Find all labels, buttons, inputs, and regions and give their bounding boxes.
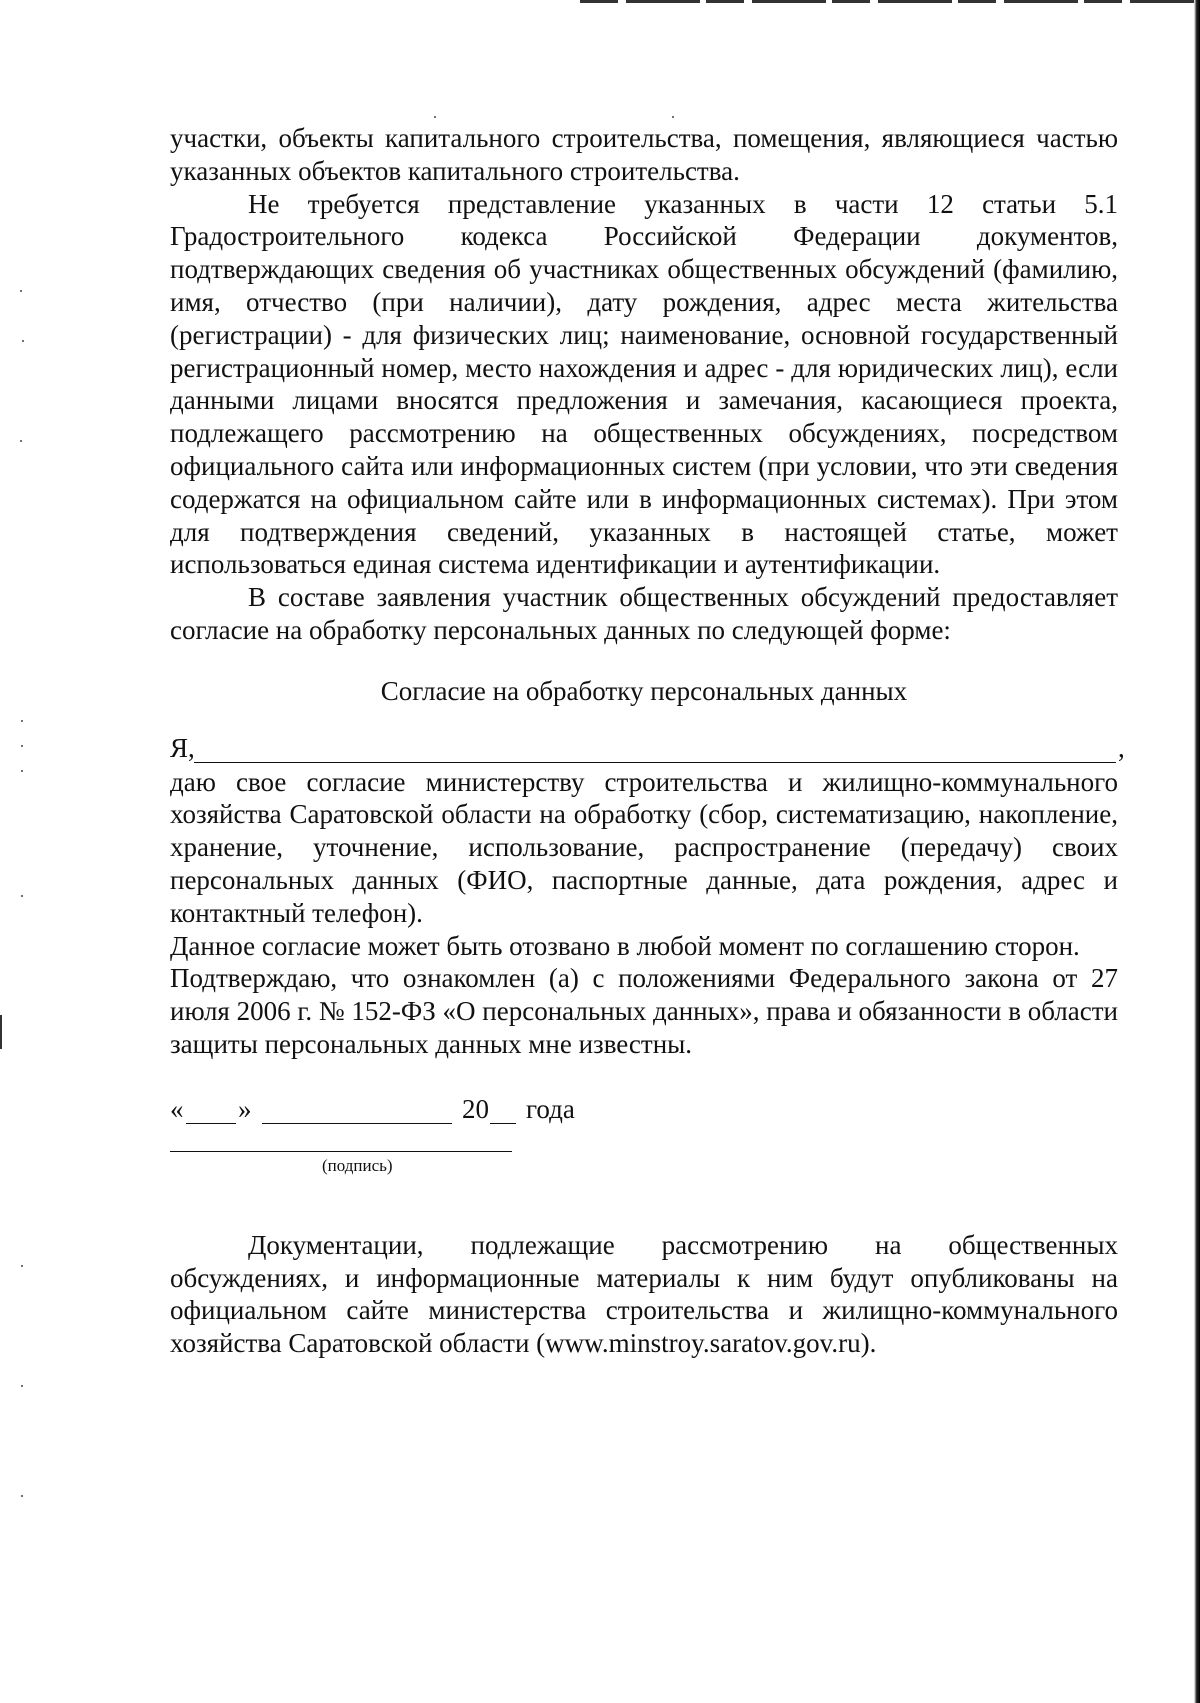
scan-speck [672, 116, 674, 118]
year-prefix: 20 [462, 1093, 489, 1124]
paragraph: В составе заявления участник общественных обсуждений предоставляет согласие на обработку персональных данных по следующей форме: [170, 582, 1118, 645]
date-fill-line [170, 1093, 1118, 1127]
consent-paragraph: Данное согласие может быть отозвано в любой момент по соглашению сторон. [170, 930, 1080, 961]
scan-speck [21, 745, 23, 747]
name-prefix: Я, [170, 732, 195, 763]
scan-speck [22, 340, 24, 342]
closing-paragraph: Документации, подлежащие рассмотрению на общественных обсуждениях, и информационные материалы к ним будут опубликованы на официальном сайте министерства строительства и жилищно-коммунального хозяйства Саратовской области (www.minstroy.saratov.gov.ru). [170, 1229, 1118, 1359]
year-word: года [526, 1093, 575, 1124]
paragraph: Не требуется представление указанных в части 12 статьи 5.1 Градостроительного кодекса Российской Федерации документов, подтверждающих сведения об участниках общественных обсуждений (фамилию, имя, отчество (при наличии), дату рождения, адрес места жительства (регистрации) - для физических лиц; наименование, основной государственный регистрационный номер, место нахождения и адрес - для юридических лиц), если данными лицами вносятся предложения и замечания, касающиеся проекта, подлежащего рассмотрению на общественных обсуждениях, посредством официального сайта или информационных систем (при условии, что эти сведения содержатся на официальном сайте или в информационных системах). При этом для подтверждения сведений, указанных в настоящей статье, может использоваться единая система идентификации и аутентификации. [170, 188, 1118, 580]
document-body [170, 122, 1125, 1360]
signature-caption: (подпись) [322, 1155, 393, 1175]
year-blank [490, 1123, 516, 1124]
signature-block [170, 1139, 1118, 1199]
scan-speck [434, 116, 436, 118]
scan-speck [21, 1385, 23, 1387]
paragraph: участки, объекты капитального строительства, помещения, являющиеся частью указанных объектов капитального строительства. [170, 123, 1118, 186]
scan-speck [21, 1495, 23, 1497]
scan-edge-right [1194, 0, 1200, 1703]
consent-paragraph: даю свое согласие министерству строительства и жилищно-коммунального хозяйства Саратовской области на обработку (сбор, систематизацию, накопление, хранение, уточнение, использование, распространение (передачу) своих персональных данных (ФИО, паспортные данные, дата рождения, адрес и контактный телефон). [170, 766, 1118, 928]
name-suffix: , [1118, 732, 1125, 763]
name-fill-line [170, 732, 1125, 766]
scan-edge-top [580, 0, 1200, 3]
date-close-quote: » [238, 1093, 252, 1124]
month-blank [262, 1123, 452, 1124]
scan-edge-mark [0, 1015, 2, 1049]
date-open-quote: « [170, 1093, 184, 1124]
scan-speck [21, 770, 23, 772]
day-blank [186, 1123, 236, 1124]
scan-speck [20, 440, 22, 442]
scan-speck [21, 1265, 23, 1267]
name-blank [194, 762, 1116, 763]
consent-paragraph: Подтверждаю, что ознакомлен (а) с положениями Федерального закона от 27 июля 2006 г. № 152-ФЗ «О персональных данных», права и обязанности в области защиты персональных данных мне известны. [170, 963, 1118, 1059]
scan-speck [20, 290, 22, 292]
scan-speck [21, 895, 23, 897]
consent-title: Согласие на обработку персональных данных [380, 675, 908, 706]
signature-blank [170, 1151, 512, 1152]
scan-speck [21, 720, 23, 722]
